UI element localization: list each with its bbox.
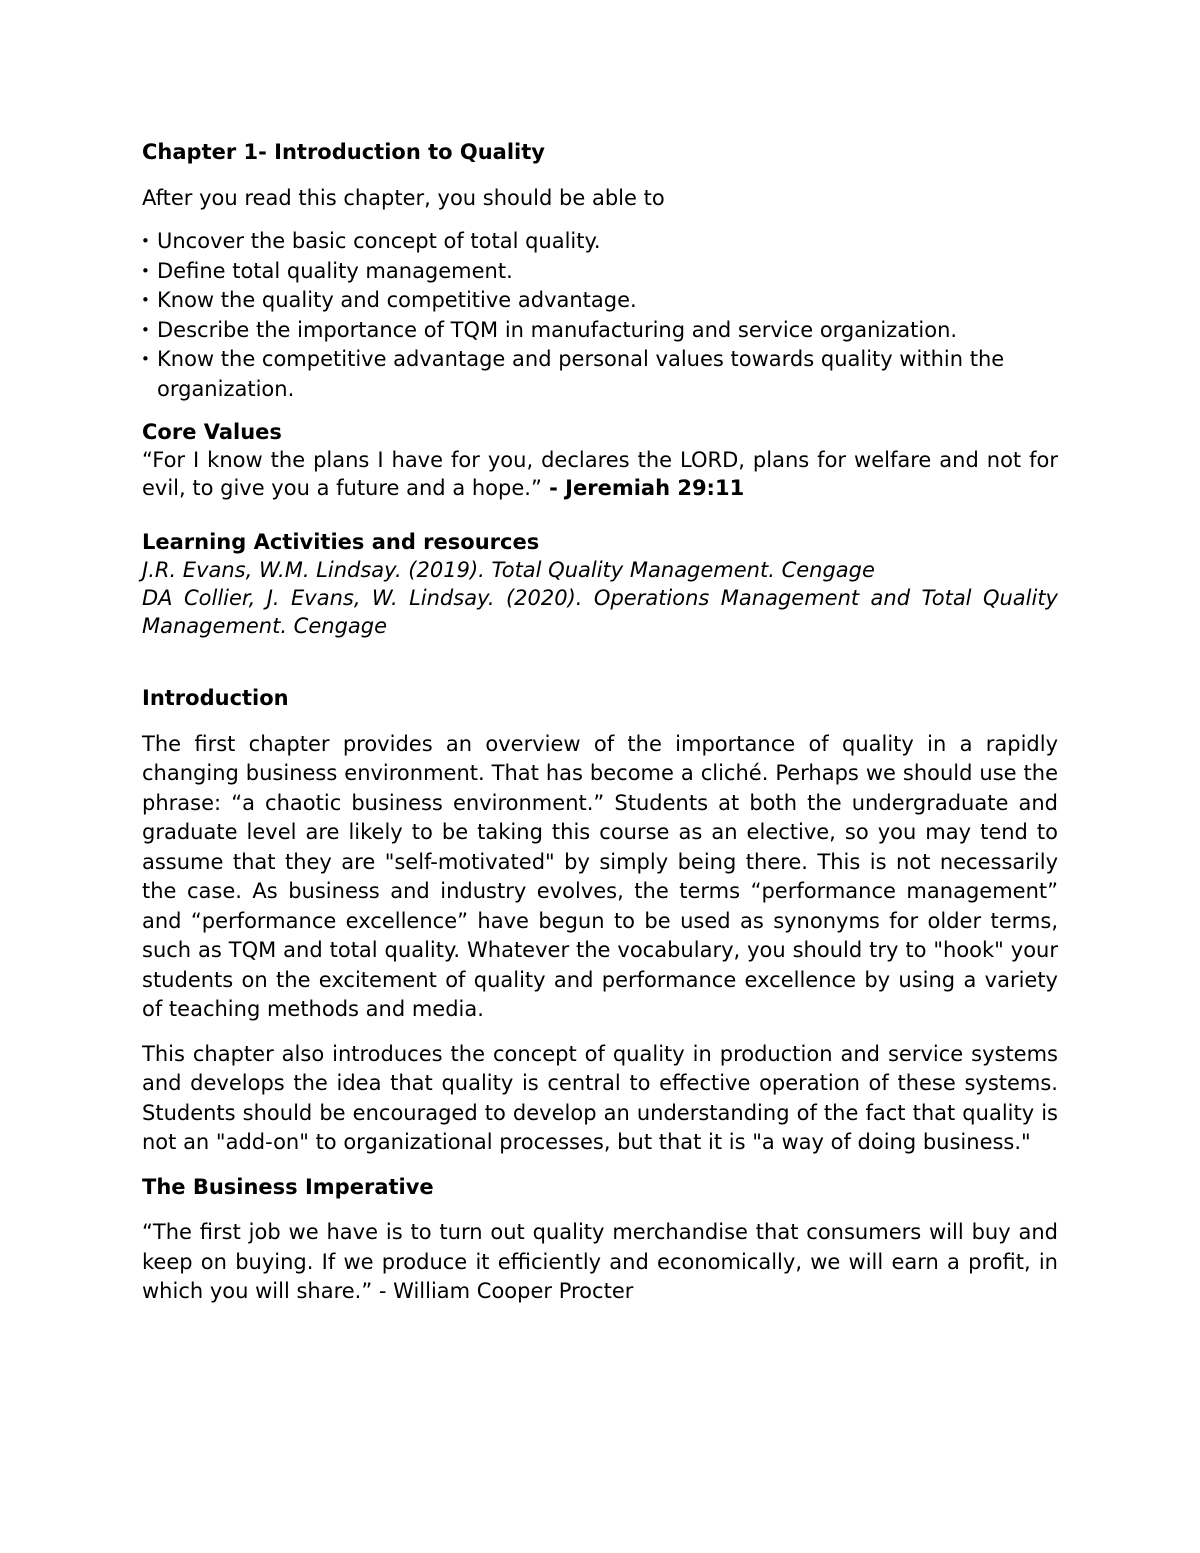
document-page — [142, 138, 1058, 1307]
objective-text: Uncover the basic concept of total quality. — [157, 229, 601, 253]
objective-text: Describe the importance of TQM in manufacturing and service organization. — [157, 317, 958, 342]
bullet-icon: • — [141, 291, 150, 309]
business-imperative-heading: The Business Imperative — [142, 1174, 434, 1199]
objective-item — [142, 257, 1058, 287]
objective-text: Define total quality management. — [157, 258, 513, 283]
bullet-icon: • — [141, 350, 150, 368]
objectives-lead-in: After you read this chapter, you should be able to — [142, 185, 665, 210]
introduction-paragraph: The first chapter provides an overview of the importance of quality in a rapidly changing business environment. That has become a cliché. Perhaps we should use the phrase: “a chaotic business environment.” Students at both the undergraduate and graduate level are likely to be taking this course as an elective, so you may tend to assume that they are "self-motivated" by simply being there. This is not necessarily the case. As business and industry evolves, the terms “performance management” and “performance excellence” have begun to be used as synonyms for older terms, such as TQM and total quality. Whatever the vocabulary, you should try to "hook" your students on the excitement of quality and performance excellence by using a variety of teaching methods and media. — [142, 731, 1058, 1021]
core-values-quote: “For I know the plans I have for you, declares the LORD, plans for welfare and not for evil, to give you a future and a hope.” — [142, 448, 1058, 500]
core-values-attribution: - Jeremiah 29:11 — [541, 476, 745, 500]
objective-text: Know the competitive advantage and personal values towards quality within the organization. — [157, 347, 1005, 401]
objective-item — [142, 227, 1058, 257]
reference-item: DA Collier, J. Evans, W. Lindsay. (2020). Operations Management and Total Quality Management. Cengage — [142, 586, 1058, 638]
bullet-icon: • — [141, 320, 150, 339]
objective-item — [142, 316, 1058, 346]
business-imperative-quote: “The first job we have is to turn out quality merchandise that consumers will buy and keep on buying. If we produce it efficiently and economically, we will earn a profit, in which you will share.” - William Cooper Procter — [142, 1220, 1058, 1303]
objective-item — [142, 345, 1058, 404]
introduction-heading: Introduction — [142, 686, 289, 710]
bullet-icon: • — [141, 261, 150, 280]
chapter-title: Chapter 1- Introduction to Quality — [142, 140, 545, 164]
bullet-icon: • — [141, 232, 150, 250]
learning-heading: Learning Activities and resources — [142, 530, 540, 554]
core-values-quote-block — [142, 446, 1058, 502]
objective-item — [142, 286, 1058, 316]
introduction-paragraph: This chapter also introduces the concept of quality in production and service systems and develops the idea that quality is central to effective operation of these systems. Students should be encouraged to develop an understanding of the fact that quality is not an "add-on" to organizational processes, but that it is "a way of doing business." — [142, 1041, 1058, 1154]
core-values-heading: Core Values — [142, 420, 282, 444]
objectives-list — [142, 227, 1058, 404]
reference-item: J.R. Evans, W.M. Lindsay. (2019). Total Quality Management. Cengage — [142, 558, 875, 582]
objective-text: Know the quality and competitive advantage. — [157, 288, 637, 312]
